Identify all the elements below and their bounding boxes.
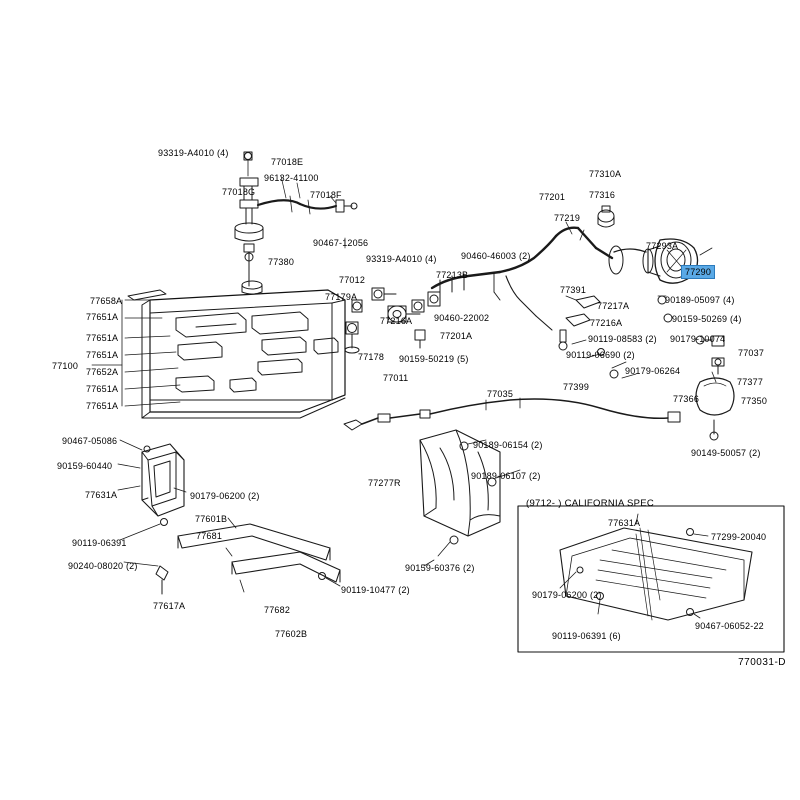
part-label[interactable]: 77366 (673, 394, 700, 404)
part-label[interactable]: 96132-41100 (264, 173, 319, 183)
part-label[interactable]: 77201A (440, 331, 473, 341)
part-label[interactable]: 77617A (153, 601, 186, 611)
part-label[interactable]: 77018G (222, 187, 256, 197)
part-label[interactable]: 77316 (589, 190, 616, 200)
part-label[interactable]: 90119-06391 (72, 538, 127, 548)
part-label[interactable]: 77391 (560, 285, 587, 295)
part-label[interactable]: 77601B (195, 514, 228, 524)
part-label[interactable]: 90189-06154 (2) (473, 440, 543, 450)
part-label[interactable]: 77681 (196, 531, 223, 541)
part-label[interactable]: 77293A (646, 241, 679, 251)
part-label[interactable]: 77011 (383, 373, 409, 383)
part-label[interactable]: 90119-10477 (2) (341, 585, 410, 595)
part-label[interactable]: 77216A (590, 318, 623, 328)
part-label[interactable]: 90189-06107 (2) (471, 471, 541, 481)
part-label[interactable]: 90159-60376 (2) (405, 563, 475, 573)
highlighted-part-label[interactable]: 77290 (681, 265, 715, 279)
part-label[interactable]: 77018E (271, 157, 304, 167)
part-label[interactable]: 90179-06200 (2) (190, 491, 260, 501)
part-label[interactable]: 90119-08583 (2) (588, 334, 657, 344)
part-label[interactable]: 77277R (368, 478, 401, 488)
part-label[interactable]: 90467-06052-22 (695, 621, 764, 631)
part-label[interactable]: 90119-06690 (2) (566, 350, 635, 360)
part-label[interactable]: 90159-50219 (5) (399, 354, 469, 364)
part-label[interactable]: 77201 (539, 192, 566, 202)
part-label[interactable]: 90159-60440 (57, 461, 113, 471)
part-label[interactable]: 77350 (741, 396, 768, 406)
part-label[interactable]: 77310A (589, 169, 622, 179)
part-label[interactable]: 90467-05086 (62, 436, 118, 446)
part-label[interactable]: 77037 (738, 348, 765, 358)
part-label[interactable]: 90159-50269 (4) (672, 314, 742, 324)
part-label[interactable]: 77651A (86, 384, 119, 394)
part-label[interactable]: 77652A (86, 367, 119, 377)
part-label[interactable]: 77179A (325, 292, 358, 302)
part-label[interactable]: 90460-22002 (434, 313, 490, 323)
part-label[interactable]: 77631A (85, 490, 118, 500)
part-label[interactable]: 77651A (86, 333, 119, 343)
part-label[interactable]: 90179-06264 (625, 366, 681, 376)
part-label[interactable]: 77377 (737, 377, 764, 387)
part-label[interactable]: 77213B (436, 270, 469, 280)
part-label[interactable]: 77219 (554, 213, 581, 223)
part-label[interactable]: 77631A (608, 518, 641, 528)
california-spec-note: (9712- ) CALIFORNIA SPEC (526, 498, 655, 509)
part-label[interactable]: 90460-46003 (2) (461, 251, 531, 261)
part-label[interactable]: 77217A (597, 301, 630, 311)
part-label[interactable]: 77682 (264, 605, 291, 615)
part-label[interactable]: 77299-20040 (711, 532, 767, 542)
part-label[interactable]: 90119-06391 (6) (552, 631, 621, 641)
part-label[interactable]: 77178 (358, 352, 385, 362)
diagram-id-code: 770031-D (738, 657, 786, 668)
part-label[interactable]: 77035 (487, 389, 514, 399)
part-label[interactable]: 90240-08020 (2) (68, 561, 138, 571)
part-label[interactable]: 90467-12056 (313, 238, 369, 248)
part-label[interactable]: 77651A (86, 401, 119, 411)
part-label[interactable]: 77399 (563, 382, 590, 392)
part-label[interactable]: 90179-10074 (670, 334, 726, 344)
part-label[interactable]: 77651A (86, 350, 119, 360)
part-label[interactable]: 93319-A4010 (4) (366, 254, 437, 264)
part-label[interactable]: 77012 (339, 275, 366, 285)
part-label[interactable]: 90149-50057 (2) (691, 448, 761, 458)
part-label[interactable]: 77100 (52, 361, 79, 371)
part-label[interactable]: 77602B (275, 629, 308, 639)
part-label[interactable]: 77216A (380, 316, 413, 326)
part-label[interactable]: 93319-A4010 (4) (158, 148, 229, 158)
part-label[interactable]: 90179-06200 (2) (532, 590, 602, 600)
part-label[interactable]: 77658A (90, 296, 123, 306)
part-label[interactable]: 77651A (86, 312, 119, 322)
part-label[interactable]: 77018F (310, 190, 342, 200)
part-label[interactable]: 77380 (268, 257, 295, 267)
part-label[interactable]: 90189-05097 (4) (665, 295, 735, 305)
